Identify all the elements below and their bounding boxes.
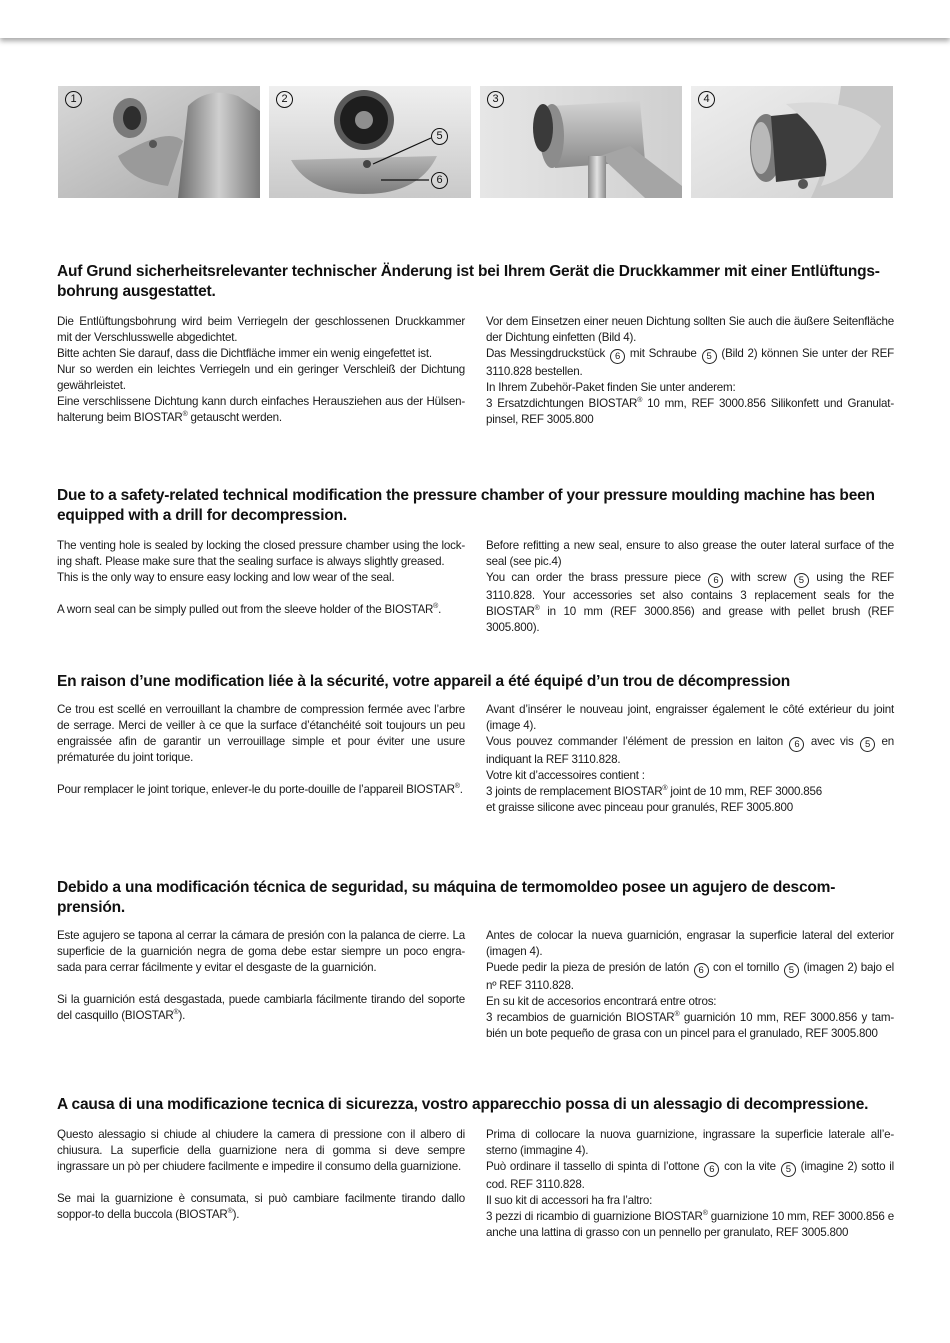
paragraph: 3 Ersatzdichtungen BIOSTAR® 10 mm, REF 3000.856 Silikonfett und Granulat-pinsel, REF 3005.800 — [486, 397, 894, 426]
photo-number: 1 — [65, 91, 82, 108]
paragraph: 3 recambios de guarnición BIOSTAR® guarnición 10 mm, REF 3000.856 y tam-bién un bote pequeño de grasa con un pincel para el granulado, REF 3005.800 — [486, 1011, 894, 1040]
section-heading: A causa di una modificazione tecnica di sicurezza, vostro apparecchio possa di un alessagio di decompressione. — [57, 1096, 869, 1113]
paragraph: Prima di collocare la nuova guarnizione, ingrassare la superficie laterale all’e-sterno (immagine 4). — [486, 1128, 894, 1157]
section-heading: Debido a una modificación técnica de seguridad, su máquina de termomoldeo posee un agujero de descom-prensión. — [57, 879, 836, 916]
section-heading: Due to a safety-related technical modification the pressure chamber of your pressure moulding machine has been equipped with a drill for decompression. — [57, 487, 875, 524]
column-left — [57, 702, 465, 798]
paragraph: Questo alessagio si chiude al chiudere la camera di pressione con il albero di chiusura. La superficie della guarnizione nera di gomma si deve sempre ingrassare un pò per chiudere facilmente e impedire il consumo della guarnizione. — [57, 1128, 465, 1173]
circled-number-6: 6 — [789, 737, 804, 752]
paragraph: Este agujero se tapona al cerrar la cámara de presión con la palanca de cierre. La superficie de la guarnición negra de goma debe estar siempre un poco engra-sada para cerrar fácilmente y evitar el desgaste de la guarnición. — [57, 929, 465, 974]
paragraph: Bitte achten Sie darauf, dass die Dichtfläche immer ein wenig eingefettet ist. — [57, 347, 432, 360]
paragraph: Il suo kit di accessori ha fra l’altro: — [486, 1194, 653, 1207]
column-right — [486, 702, 894, 816]
column-right — [486, 314, 894, 428]
paragraph: Before refitting a new seal, ensure to also grease the outer lateral surface of the seal (see pic.4) — [486, 539, 894, 568]
paragraph: Puede pedir la pieza de presión de latón 6 con el tornillo 5 (imagen 2) bajo el nº REF 3110.828. — [486, 961, 894, 992]
paragraph: You can order the brass pressure piece 6 with screw 5 using the REF 3110.828. Your accessories set also contains 3 replacement seals for the BIOSTAR® in 10 mm (REF 3000.856) and grease with pellet brush (REF 3005.800). — [486, 571, 894, 634]
paragraph: et graisse silicone avec pinceau pour granulés, REF 3005.800 — [486, 801, 794, 814]
paragraph: Avant d’insérer le nouveau joint, engraisser également le côté extérieur du joint (image 4). — [486, 703, 894, 732]
circled-number-5: 5 — [781, 1162, 796, 1177]
section-heading: Auf Grund sicherheitsrelevanter technischer Änderung ist bei Ihrem Gerät die Druckkammer mit einer Entlüftungs-bohrung ausgestattet. — [57, 263, 880, 300]
column-left — [57, 314, 465, 426]
paragraph: Antes de colocar la nueva guarnición, engrasar la superficie lateral del exterior (imagen 4). — [486, 929, 894, 958]
paragraph: Può ordinare il tassello di spinta di l’ottone 6 con la vite 5 (imagine 2) sotto il cod. REF 3110.828. — [486, 1160, 894, 1191]
paragraph: Pour remplacer le joint torique, enlever-le du porte-douille de l’appareil BIOSTAR®. — [57, 783, 463, 796]
photo-number: 3 — [487, 91, 504, 108]
photo-4 — [691, 86, 893, 198]
registered-mark: ® — [702, 1210, 708, 1218]
paragraph: The venting hole is sealed by locking the closed pressure chamber using the lock-ing shaft. Please make sure that the sealing surface is always slightly greased. — [57, 539, 465, 568]
section-french — [57, 672, 895, 814]
callout-screw: 5 — [431, 128, 448, 145]
circled-number-5: 5 — [794, 573, 809, 588]
circled-number-6: 6 — [610, 349, 625, 364]
section-heading: En raison d’une modification liée à la sécurité, votre appareil a été équipé d’un trou de décompression — [57, 673, 791, 690]
paragraph: Ce trou est scellé en verrouillant la chambre de compression fermée avec l’arbre de serrage. Merci de veiller à ce que la surface d’étanchéité soit toujours un peu engraissée afin de garantir un verrouillage simple et pour éviter une usure prématurée du joint torique. — [57, 703, 465, 764]
registered-mark: ® — [182, 411, 188, 419]
column-right — [486, 538, 894, 636]
circled-number-6: 6 — [704, 1162, 719, 1177]
paragraph: 3 joints de remplacement BIOSTAR® joint de 10 mm, REF 3000.856 — [486, 785, 823, 798]
circled-number-6: 6 — [694, 963, 709, 978]
registered-mark: ® — [662, 785, 668, 793]
registered-mark: ® — [433, 603, 439, 611]
paragraph: Votre kit d’accessoires contient : — [486, 769, 645, 782]
photo-3 — [480, 86, 682, 198]
circled-number-5: 5 — [860, 737, 875, 752]
callout-pressure-piece: 6 — [431, 172, 448, 189]
paragraph: Si la guarnición está desgastada, puede cambiarla fácilmente tirando del soporte del casquillo (BIOSTAR®). — [57, 993, 465, 1022]
circled-number-5: 5 — [702, 349, 717, 364]
photo-number: 4 — [698, 91, 715, 108]
page-top-bar — [0, 0, 950, 38]
photo-2 — [269, 86, 471, 198]
paragraph: This is the only way to ensure easy locking and low wear of the seal. — [57, 571, 395, 584]
photo-1 — [58, 86, 260, 198]
column-right — [486, 1127, 894, 1241]
photo-number: 2 — [276, 91, 293, 108]
registered-mark: ® — [674, 1011, 680, 1019]
paragraph: Das Messingdruckstück 6 mit Schraube 5 (Bild 2) können Sie unter der REF 3110.828 bestellen. — [486, 347, 894, 378]
column-left — [57, 1127, 465, 1223]
paragraph: 3 pezzi di ricambio di guarnizione BIOSTAR® guarnizione 10 mm, REF 3000.856 e anche una lattina di grasso con un pennello per granulato, REF 3005.800 — [486, 1210, 894, 1239]
section-english — [57, 486, 895, 634]
registered-mark: ® — [534, 605, 540, 613]
paragraph: En su kit de accesorios encontrará entre otros: — [486, 995, 717, 1008]
paragraph: Die Entlüftungsbohrung wird beim Verriegeln der geschlossenen Druckkammer mit der Verschlusswelle abgedichtet. — [57, 315, 465, 344]
section-italian — [57, 1095, 895, 1239]
section-german — [57, 262, 895, 426]
registered-mark: ® — [454, 783, 460, 791]
section-spanish — [57, 878, 895, 1040]
circled-number-6: 6 — [708, 573, 723, 588]
registered-mark: ® — [173, 1009, 179, 1017]
paragraph: Vor dem Einsetzen einer neuen Dichtung sollten Sie auch die äußere Seitenfläche der Dichtung einfetten (Bild 4). — [486, 315, 894, 344]
column-left — [57, 538, 465, 618]
paragraph: Nur so werden ein leichtes Verriegeln und ein geringer Verschleiß der Dichtung gewährleistet. — [57, 363, 465, 392]
paragraph: In Ihrem Zubehör-Paket finden Sie unter anderem: — [486, 381, 736, 394]
paragraph: Se mai la guarnizione è consumata, si può cambiare facilmente tirando dallo soppor-to della buccola (BIOSTAR®). — [57, 1192, 465, 1221]
registered-mark: ® — [227, 1208, 233, 1216]
paragraph: Eine verschlissene Dichtung kann durch einfaches Herausziehen aus der Hülsen-halterung beim BIOSTAR® getauscht werden. — [57, 395, 465, 424]
paragraph: A worn seal can be simply pulled out from the sleeve holder of the BIOSTAR®. — [57, 603, 442, 616]
circled-number-5: 5 — [784, 963, 799, 978]
registered-mark: ® — [637, 397, 643, 405]
paragraph: Vous pouvez commander l’élément de pression en laiton 6 avec vis 5 en indiquant la REF 3110.828. — [486, 735, 894, 766]
column-right — [486, 928, 894, 1042]
column-left — [57, 928, 465, 1024]
